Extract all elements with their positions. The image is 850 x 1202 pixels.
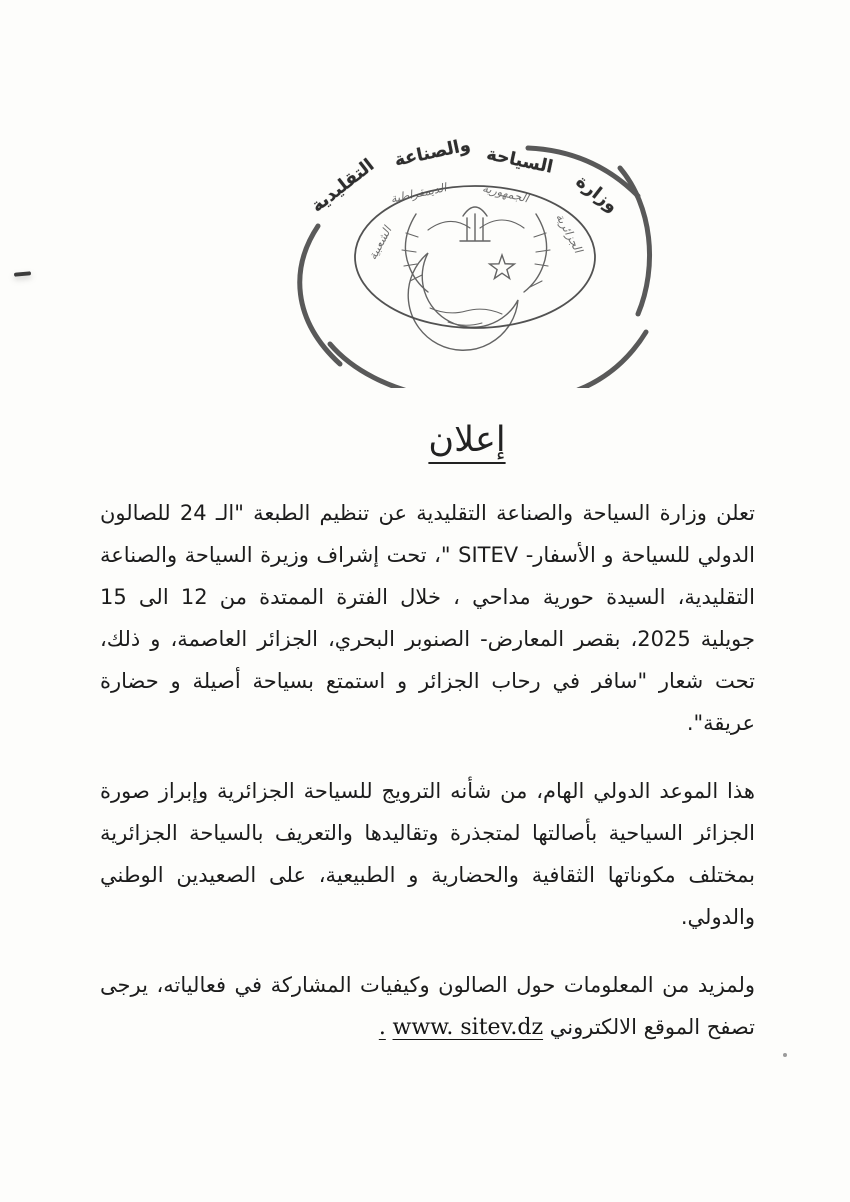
- paragraph-event-details: تعلن وزارة السياحة والصناعة التقليدية عن تنظيم الطبعة "الـ 24 للصالون الدولي للسياحة و الأسفار- SITEV "، تحت إشراف وزيرة السياحة والصناعة التقليدية، السيدة حورية مداحي ، خلال الفترة الممتدة من 12 الى 15 جويلية 2025، بقصر المعارض- الصنوبر البحري، الجزائر العاصمة، و ذلك، تحت شعار "سافر في رحاب الجزائر و استمتع بسياحة أصيلة و حضارة عريقة".: [100, 501, 755, 735]
- seal-arc-text: والصناعة: [392, 135, 473, 171]
- announcement-title: إعلان: [428, 420, 506, 460]
- paragraph-more-info: [100, 964, 755, 1049]
- more-info-text: ولمزيد من المعلومات حول الصالون وكيفيات المشاركة في فعالياته، يرجى تصفح الموقع الالكتروني: [100, 973, 755, 1039]
- website-period: .: [378, 1015, 386, 1040]
- seal-inner-text: الشعبية: [365, 223, 395, 263]
- seal-arc-text: وزارة: [571, 171, 622, 217]
- ministry-seal: [278, 135, 673, 388]
- scan-artifact-mark: [14, 271, 31, 276]
- seal-inner-text: الجمهورية: [481, 180, 530, 206]
- seal-inner-text: الجزائرية: [553, 210, 586, 256]
- seal-inner-text: الديمقراطية: [389, 180, 448, 206]
- seal-bottom-right-arc: [578, 332, 646, 388]
- seal-bottom-arc: [330, 344, 562, 388]
- seal-arc-text: السياحة: [484, 144, 555, 178]
- seal-arc-text: التقليدية: [307, 155, 379, 217]
- paragraph-event-purpose: هذا الموعد الدولي الهام، من شأنه الترويج للسياحة الجزائرية وإبراز صورة الجزائر السياحية بأصالتها لمتجذرة وتقاليدها والتعريف بالسياحة الجزائرية بمختلف مكوناتها الثقافية والحضارية و الطبيعية، على الصعيدين الوطني والدولي.: [100, 779, 755, 929]
- announcement-body: [100, 492, 755, 1075]
- seal-emblem-graphic: [278, 138, 673, 388]
- scan-speck: [783, 1053, 787, 1057]
- seal-left-arc: [300, 226, 340, 364]
- website-url: www. sitev.dz: [392, 1015, 544, 1040]
